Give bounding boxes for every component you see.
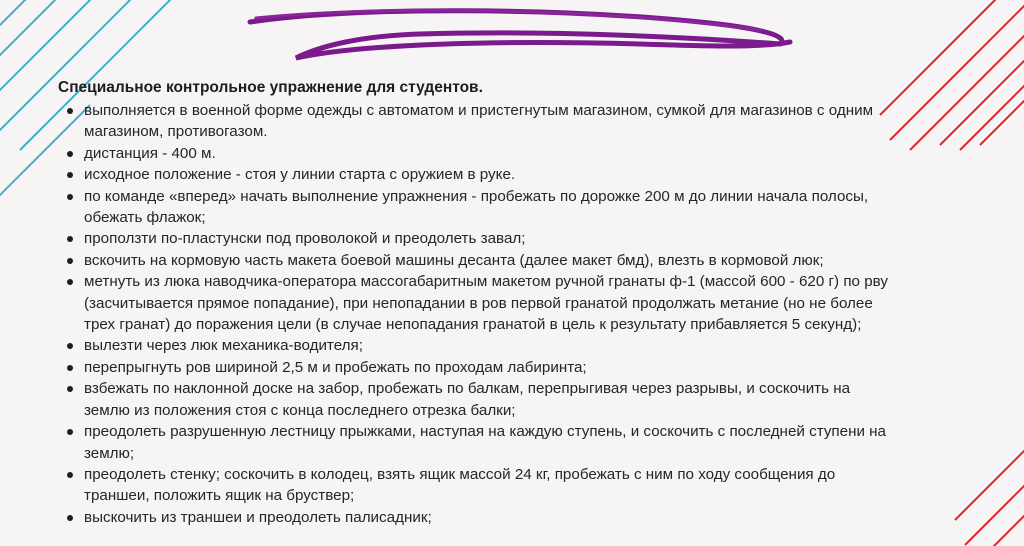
list-item	[58, 250, 898, 271]
bullet-icon	[67, 194, 73, 200]
bullet-icon	[67, 429, 73, 435]
list-item-text: перепрыгнуть ров шириной 2,5 м и пробежать по проходам лабиринта;	[84, 358, 587, 376]
bullet-icon	[67, 172, 73, 178]
list-item	[58, 421, 898, 464]
bullet-icon	[67, 279, 73, 285]
exercise-steps-list	[58, 100, 898, 528]
red-stripes-top	[880, 0, 1024, 150]
list-item-text: метнуть из люка наводчика-оператора массогабаритным макетом ручной гранаты ф-1 (массой 600 - 620 г) по рву (засчитывается прямое попадание), при непопадании в ров первой гранатой продолжать метание (но не более трех гранат) до поражения цели (в случае непопадания гранатой в цель к результату прибавляется 5 секунд);	[84, 273, 889, 334]
list-item	[58, 378, 898, 421]
list-item-text: проползти по-пластунски под проволокой и преодолеть завал;	[84, 230, 526, 248]
bullet-icon	[67, 386, 73, 392]
red-stripes-bottom	[955, 435, 1024, 546]
list-item	[58, 143, 898, 164]
bullet-icon	[67, 108, 73, 114]
list-item	[58, 271, 898, 335]
list-item	[58, 335, 898, 356]
list-item	[58, 507, 898, 528]
bullet-icon	[67, 515, 73, 521]
list-item	[58, 186, 898, 229]
list-item-text: выскочить из траншеи и преодолеть палисадник;	[84, 508, 432, 526]
bullet-icon	[67, 365, 73, 371]
list-item	[58, 164, 898, 185]
list-item	[58, 464, 898, 507]
list-item-text: преодолеть разрушенную лестницу прыжками, наступая на каждую ступень, и соскочить с последней ступени на землю;	[84, 423, 887, 462]
list-item	[58, 357, 898, 378]
list-item-text: взбежать по наклонной доске на забор, пробежать по балкам, перепрыгивая через разрывы, и соскочить на землю из положения стоя с конца последнего отрезка балки;	[84, 380, 851, 419]
bullet-icon	[67, 258, 73, 264]
list-item-text: выполняется в военной форме одежды с автоматом и пристегнутым магазином, сумкой для магазинов с одним магазином, противогазом.	[84, 102, 874, 141]
slide-heading: Специальное контрольное упражнение для студентов.	[58, 79, 483, 96]
bullet-icon	[67, 236, 73, 242]
list-item	[58, 228, 898, 249]
list-item-text: вскочить на кормовую часть макета боевой машины десанта (далее макет бмд), влезть в кормовой люк;	[84, 251, 824, 269]
list-item-text: преодолеть стенку; соскочить в колодец, взять ящик массой 24 кг, пробежать с ним по ходу сообщения до траншеи, положить ящик на бруствер;	[84, 465, 836, 505]
list-item-text: дистанция - 400 м.	[84, 144, 216, 162]
slide-content	[58, 78, 898, 528]
list-item-text: вылезти через люк механика-водителя;	[84, 337, 363, 355]
bullet-icon	[67, 151, 73, 157]
purple-swoosh	[250, 10, 790, 58]
bullet-icon	[67, 343, 73, 349]
list-item-text: по команде «вперед» начать выполнение упражнения - пробежать по дорожке 200 м до линии начала полосы, обежать флажок;	[84, 187, 869, 227]
list-item	[58, 100, 898, 143]
bullet-icon	[67, 472, 73, 478]
list-item-text: исходное положение - стоя у линии старта с оружием в руке.	[84, 166, 516, 184]
